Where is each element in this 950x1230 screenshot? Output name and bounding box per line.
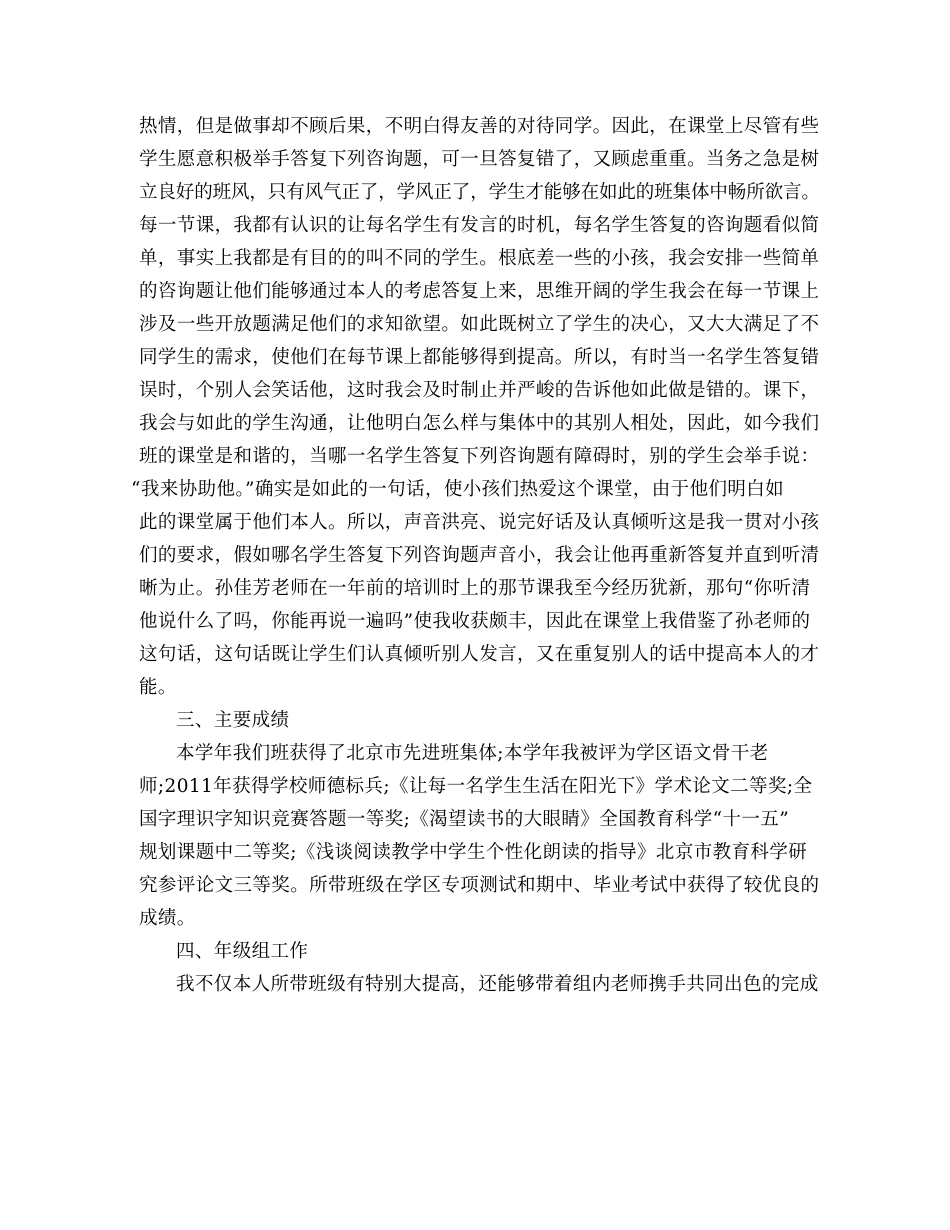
paragraph-line: 晰为止。孙佳芳老师在一年前的培训时上的那节课我至今经历犹新，那句“你听清	[139, 578, 811, 599]
paragraph-line: 能。	[139, 677, 177, 698]
paragraph-line: 他说什么了吗，你能再说一遍吗”使我收获颇丰，因此在课堂上我借鉴了孙老师的	[139, 611, 811, 632]
paragraph-line: 每一节课，我都有认识的让每名学生有发言的时机，每名学生答复的咨询题看似简	[139, 215, 820, 236]
paragraph-line: 我不仅本人所带班级有特别大提高，还能够带着组内老师携手共同出色的完成	[176, 974, 819, 995]
paragraph-line: 本学年我们班获得了北京市先进班集体;本学年我被评为学区语文骨干老	[176, 743, 769, 764]
paragraph-line: 此的课堂属于他们本人。所以，声音洪亮、说完好话及认真倾听这是我一贯对小孩	[139, 512, 820, 533]
paragraph-line: 学生愿意积极举手答复下列咨询题，可一旦答复错了，又顾虑重重。当务之急是树	[139, 149, 820, 170]
section-heading: 三、主要成绩	[176, 710, 290, 731]
paragraph-line: 同学生的需求，使他们在每节课上都能够得到提高。所以，有时当一名学生答复错	[139, 347, 820, 368]
paragraph-line: 国字理识字知识竞赛答题一等奖;《渴望读书的大眼睛》全国教育科学“十一五”	[139, 809, 790, 830]
paragraph-line: 误时，个别人会笑话他，这时我会及时制止并严峻的告诉他如此做是错的。课下，	[139, 380, 820, 401]
section-heading: 四、年级组工作	[176, 941, 309, 962]
paragraph-line: 的咨询题让他们能够通过本人的考虑答复上来，思维开阔的学生我会在每一节课上	[139, 281, 820, 302]
paragraph-line: 单，事实上我都是有目的的叫不同的学生。根底差一些的小孩，我会安排一些简单	[139, 248, 820, 269]
paragraph-line: 成绩。	[139, 908, 196, 929]
paragraph-line: “我来协助他。”确实是如此的一句话，使小孩们热爱这个课堂，由于他们明白如	[131, 479, 785, 500]
paragraph-line: 班的课堂是和谐的，当哪一名学生答复下列咨询题有障碍时，别的学生会举手说：	[139, 446, 820, 467]
paragraph-line: 涉及一些开放题满足他们的求知欲望。如此既树立了学生的决心，又大大满足了不	[139, 314, 820, 335]
paragraph-line: 立良好的班风，只有风气正了，学风正了，学生才能够在如此的班集体中畅所欲言。	[139, 182, 820, 203]
paragraph-line: 热情，但是做事却不顾后果，不明白得友善的对待同学。因此，在课堂上尽管有些	[139, 116, 820, 137]
paragraph-line: 规划课题中二等奖;《浅谈阅读教学中学生个性化朗读的指导》北京市教育科学研	[139, 842, 808, 863]
paragraph-line: 这句话，这句话既让学生们认真倾听别人发言，又在重复别人的话中提高本人的才	[139, 644, 820, 665]
paragraph-line: 师;2011年获得学校师德标兵;《让每一名学生生活在阳光下》学术论文二等奖;全	[139, 776, 813, 797]
paragraph-line: 究参评论文三等奖。所带班级在学区专项测试和期中、毕业考试中获得了较优良的	[139, 875, 820, 896]
paragraph-line: 们的要求，假如哪名学生答复下列咨询题声音小，我会让他再重新答复并直到听清	[139, 545, 820, 566]
paragraph-line: 我会与如此的学生沟通，让他明白怎么样与集体中的其别人相处，因此，如今我们	[139, 413, 820, 434]
